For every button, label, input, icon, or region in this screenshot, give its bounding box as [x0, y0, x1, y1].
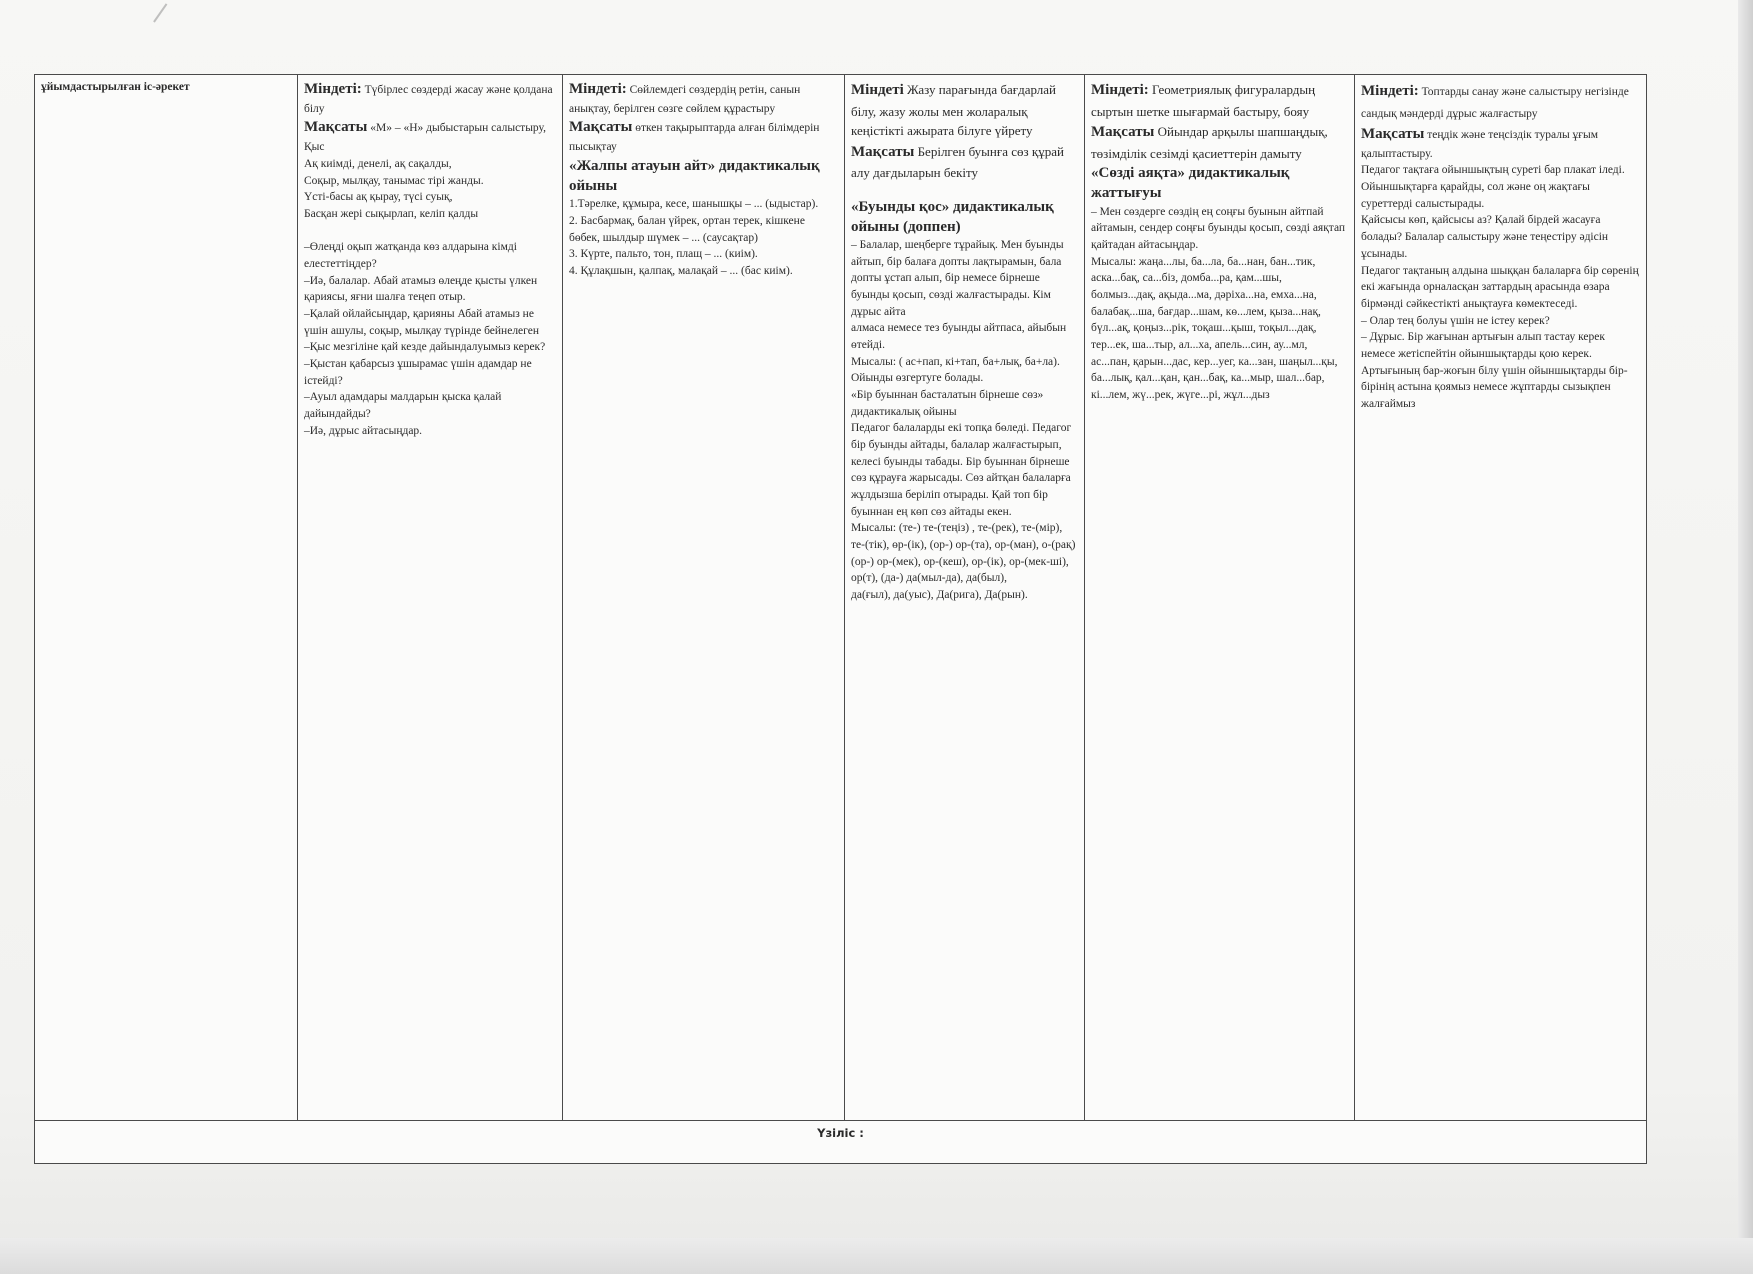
task-text: Жазу парағында бағдарлай білу, жазу жолы мен жоларалық кеңістікті ажырата білуге үйрету [851, 82, 1057, 138]
goal-heading: Мақсаты [304, 119, 368, 136]
break-row [35, 1121, 1647, 1164]
goal-heading: Мақсаты [569, 119, 633, 136]
game-title: «Жалпы атауын айт» дидактикалық ойыны [569, 157, 820, 195]
goal-text: Берілген буынға сөз құрай алу дағдыларын бекіту [851, 143, 1064, 180]
activity-body: – Мен сөздерге сөздің ең соңғы буынын айтпай айтамын, сендер соңғы буынды қосып, сөзді аяқтап қайтадан айтасыңдар. Мысалы: жаңа...лы, ба...ла, ба...нан, бан...тик, аска...бақ, са...біз, домба...ра, қам...шы, болмыз...дақ, ақыда...ма, дәріха...на, емха...на, балабақ...ша, бағдар...шам, кө...лем, қыза...нақ, бүл...ақ, қоңыз...рік, тоқаш...қыш, тоқыл...дақ, тер...ек, ша...тыр, ал...ха, апель...син, ау...мл, ас...пан, қарын...дас, кер...уег, ка...зан, шаңыл...қы, ба...лық, қал...қан, қан...бақ, ка...мыр, шал...бар, кі...лем, жү...рек, жүге...рі, жұл...дыз [1091, 205, 1346, 401]
game-title: «Сөзді аяқта» дидактикалық жаттығуы [1091, 165, 1290, 202]
activity-body: 1.Тәрелке, құмыра, кесе, шанышқы – ... (ыдыстар). 2. Басбармақ, балан үйрек, ортан терек, кішкене бөбек, шылдыр шүмек – ... (саусақтар) 3. Күрте, пальто, тон, плащ – ... (киім). 4. Құлақшын, қалпақ, малақай – ... (бас киім). [569, 198, 819, 278]
task-text: Түбірлес сөздерді жасау және қолдана білу [304, 84, 553, 115]
activity-cell-1 [298, 75, 563, 1121]
game-title: «Буынды қос» дидактикалық ойыны (доппен) [851, 198, 1054, 235]
activity-row [35, 75, 1647, 1121]
activity-body: Педагог тақтаға ойыншықтың суреті бар плакат іледі. Ойыншықтарға қарайды, сол және оң жақтағы суреттерді салыстырады. Қайсысы көп, қайсысы аз? Қалай бірдей жасауға болады? Балалар салыстыру және теңестіру әдісін ұсынады. Педагог тақтаның алдына шыққан балаларға бір сөренің екі жағында орналасқан заттардың арасында өзара бірмәнді сәйкестікті анықтауға көмектеседі. – Олар тең болуы үшін не істеу керек? – Дұрыс. Бір жағынан артығын алып тастау керек немесе жетіспейтін ойыншықтарды қою керек. Артығының бар-жоғын білу үшін ойыншықтарды бір-бірінің астына қоямыз немесе жұптарды сызықпен жалғаймыз [1361, 164, 1639, 410]
task-text: Геометриялық фигуралардың сыртын шетке шығармай бастыру, бояу [1091, 82, 1316, 119]
lesson-plan-table [34, 74, 1647, 1164]
break-label: Үзіліс : [817, 1126, 864, 1140]
task-text: Топтарды санау және салыстыру негізінде сандық мәндерді дұрыс жалғастыру [1361, 86, 1629, 120]
break-cell [35, 1121, 1647, 1164]
goal-text: теңдік және теңсіздік туралы ұғым қалыптастыру. [1361, 129, 1599, 160]
goal-text: Ойындар арқылы шапшаңдық, төзімділік сезімді қасиеттерін дамыту [1091, 124, 1328, 161]
task-heading: Міндеті: [1091, 82, 1149, 98]
activity-cell-3 [845, 75, 1085, 1121]
row-label: ұйымдастырылған іс-әрекет [41, 81, 190, 93]
task-heading: Міндеті: [569, 81, 627, 97]
goal-text: «М» – «Н» дыбыстарын салыстыру, [370, 122, 547, 135]
activity-cell-2 [563, 75, 845, 1121]
task-text: Сөйлемдегі сөздердің ретін, санын анықтау, берілген сөзге сөйлем құрастыру [569, 84, 801, 115]
task-heading: Міндеті [851, 82, 904, 98]
activity-cell-4 [1085, 75, 1355, 1121]
page-right-edge [1738, 0, 1753, 1274]
task-heading: Міндеті: [304, 81, 362, 97]
goal-heading: Мақсаты [1091, 124, 1155, 140]
activity-body: – Балалар, шеңберге тұрайық. Мен буынды айтып, бір балаға допты лақтырамын, бала допты ұстап алып, бір немесе бірнеше буынды қосып, сөзді жалғастырады. Кім дұрыс айта алмаса немесе тез буынды айтпаса, айыбын өтейді. Мысалы: ( ас+пап, кі+тап, ба+лық, ба+ла). Ойынды өзгертуге болады. «Бір буыннан басталатын бірнеше сөз» дидактикалық ойыны Педагог балаларды екі топқа бөледі. Педагог бір буынды айтады, балалар жалғастырып, келесі буынды табады. Бір буыннан бірнеше сөз құрауға жарысады. Сөз айтқан балаларға жұлдызша беріліп отырады. Қай топ бір буыннан ең көп сөз айтады екен. Мысалы: (те-) те-(теңіз) , те-(рек), те-(мір), те-(тік), өр-(ік), (ор-) ор-(та), ор-(ман), о-(рақ) (ор-) ор-(мек), ор-(кеш), ор-(ік), ор-(мек-ші), ор(т), (да-) да(мыл-да), да(был), да(ғыл), да(уыс), Да(рига), Да(рын). [851, 239, 1076, 602]
task-heading: Міндеті: [1361, 83, 1419, 99]
goal-heading: Мақсаты [851, 143, 915, 160]
activity-body: Қыс Ақ киімді, денелі, ақ сақалды, Соқыр, мылқау, танымас тірі жанды. Үсті-басы ақ қырау, түсі суық, Басқан жері сықырлап, келіп қалды –Өлеңді оқып жатқанда көз алдарына кімді елестеттіңдер? –Иә, балалар. Абай атамыз өлеңде қысты үлкен қариясы, яғни шалға теңеп отыр. –Қалай ойлайсыңдар, қарияны Абай атамыз не үшін ашулы, соқыр, мылқау түрінде бейнелеген –Қыс мезгіліне қай кезде дайындалуымыз керек? –Қыстан қабарсыз ұшырамас үшін адамдар не істейді? –Ауыл адамдары малдарын қыска қалай дайындайды? –Иә, дұрыс айтасыңдар. [304, 141, 546, 437]
activity-cell-5 [1355, 75, 1647, 1121]
goal-text: өткен тақырыптарда алған білімдерін пысықтау [569, 122, 820, 154]
goal-heading: Мақсаты [1361, 126, 1425, 143]
page-bottom-edge [0, 1238, 1753, 1274]
row-label-cell [35, 75, 298, 1121]
